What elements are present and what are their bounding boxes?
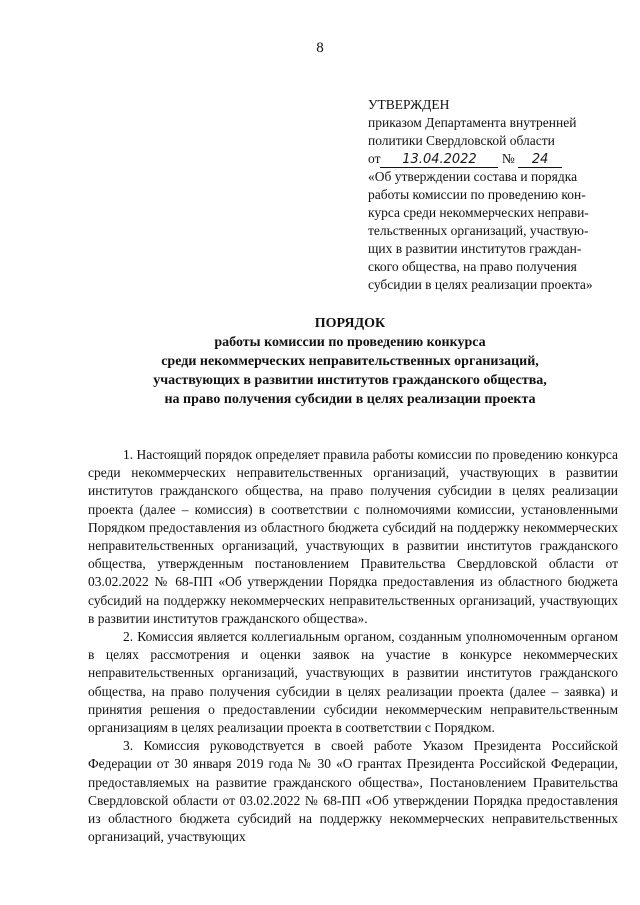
approval-quote-line: тельственных организаций, участвую- xyxy=(368,223,589,238)
number-prefix: № xyxy=(501,151,515,166)
approval-block xyxy=(368,96,620,294)
approval-quote-line: работы комиссии по проведению кон- xyxy=(368,187,586,202)
title-line: работы комиссии по проведению конкурса xyxy=(214,335,486,350)
approval-quote-line: ского общества, на право получения xyxy=(368,259,577,274)
approval-quote-line: курса среди некоммерческих неправи- xyxy=(368,205,589,220)
approval-quote-line: «Об утверждении состава и порядка xyxy=(368,169,578,184)
document-title xyxy=(0,314,640,409)
approval-quote-line: субсидии в целях реализации проекта» xyxy=(368,277,593,292)
title-line: среди некоммерческих неправительственных организаций, xyxy=(161,354,539,369)
paragraph-3: 3. Комиссия руководствуется в своей работе Указом Президента Российской Федерации от 30 января 2019 года № 30 «О грантах Президента Российской Федерации, предоставляемых на развитие гражданского общества», Постановлением Правительства Свердловской области от 03.02.2022 № 68-ПП «Об утверждении Порядка предоставления из областного бюджета субсидий на поддержку некоммерческих неправительственных организаций, участвующих xyxy=(88,738,618,845)
approval-quote-line: щих в развитии институтов граждан- xyxy=(368,241,582,256)
approval-date: 13.04.2022 xyxy=(380,153,498,168)
approval-heading: УТВЕРЖДЕН xyxy=(368,97,450,112)
title-line: на право получения субсидии в целях реализации проекта xyxy=(164,392,536,407)
document-body xyxy=(88,446,618,846)
title-heading: ПОРЯДОК xyxy=(314,316,386,331)
page-number: 8 xyxy=(316,40,324,56)
approval-line-1: приказом Департамента внутренней xyxy=(368,115,577,130)
approval-number: 24 xyxy=(518,153,562,168)
approval-date-line xyxy=(368,150,620,168)
paragraph-2: 2. Комиссия является коллегиальным органом, созданным уполномоченным органом в целях рассмотрения и оценки заявок на участие в конкурсе некоммерческих неправительственных организаций, участвующих в развитии институтов гражданского общества, на право получения субсидии в целях реализации проекта (далее – заявка) и принятия решения о предоставлении субсидии некоммерческим неправительственным организациям в целях реализации проекта в соответствии с Порядком. xyxy=(88,629,618,736)
date-prefix: от xyxy=(368,151,381,166)
title-line: участвующих в развитии институтов гражданского общества, xyxy=(153,373,547,388)
paragraph-1: 1. Настоящий порядок определяет правила работы комиссии по проведению конкурса среди некоммерческих неправительственных организаций, участвующих в развитии институтов гражданского общества, на право получения субсидии в целях реализации проекта (далее – комиссия) в соответствии с полномочиями комиссии, установленными Порядком предоставления из областного бюджета субсидий на поддержку некоммерческих неправительственных организаций, участвующих в развитии институтов гражданского общества, утвержденным постановлением Правительства Свердловской области от 03.02.2022 № 68-ПП «Об утверждении Порядка предоставления из областного бюджета субсидий на поддержку некоммерческих неправительственных организаций, участвующих в развитии институтов гражданского общества». xyxy=(88,447,618,626)
approval-line-2: политики Свердловской области xyxy=(368,133,555,148)
